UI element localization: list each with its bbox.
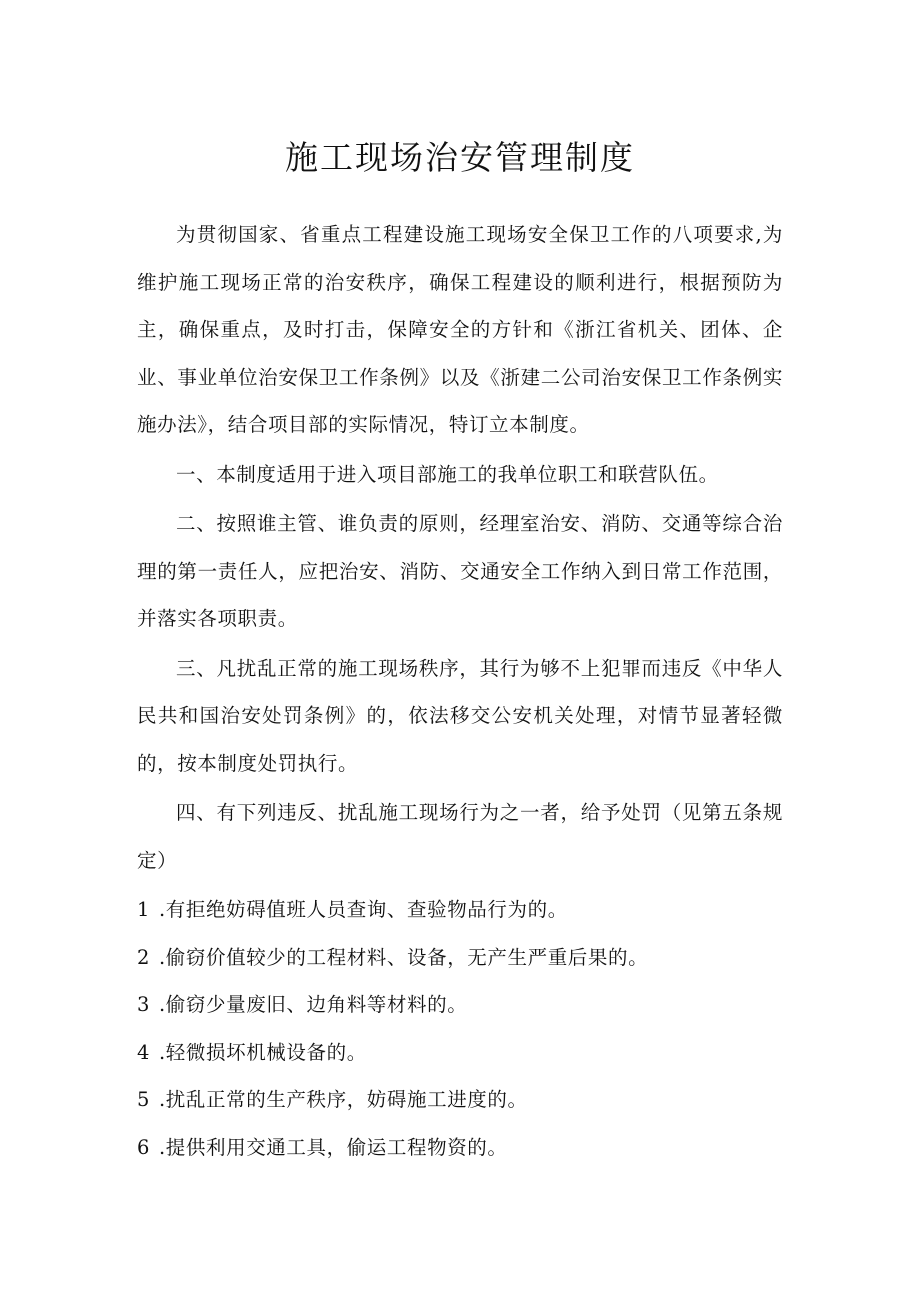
list-item-number: 1 xyxy=(137,898,151,921)
list-item-number: 5 xyxy=(137,1088,151,1111)
list-item-number: 3 xyxy=(137,993,151,1016)
list-item-text: .扰乱正常的生产秩序，妨碍施工进度的。 xyxy=(159,1088,528,1111)
article-4: 四、有下列违反、扰乱施工现场行为之一者，给予处罚（见第五条规定） xyxy=(137,801,783,872)
article-2: 二、按照谁主管、谁负责的原则，经理室治安、消防、交通等综合治理的第一责任人，应把治安、消防、交通安全工作纳入到日常工作范围，并落实各项职责。 xyxy=(137,512,783,630)
intro-paragraph: 为贯彻国家、省重点工程建设施工现场安全保卫工作的八项要求,为维护施工现场正常的治安秩序，确保工程建设的顺利进行，根据预防为主，确保重点，及时打击，保障安全的方针和《浙江省机关、团体、企业、事业单位治安保卫工作条例》以及《浙建二公司治安保卫工作条例实施办法》，结合项目部的实际情况，特订立本制度。 xyxy=(137,223,783,436)
list-item xyxy=(137,981,783,1029)
article-1: 一、本制度适用于进入项目部施工的我单位职工和联营队伍。 xyxy=(176,462,719,486)
document-title: 施工现场治安管理制度 xyxy=(285,138,635,177)
list-item-text: .轻微损坏机械设备的。 xyxy=(159,1040,367,1064)
list-item-text: .偷窃价值较少的工程材料、设备，无产生严重后果的。 xyxy=(159,945,649,969)
list-item-number: 4 xyxy=(137,1040,151,1064)
list-item-text: .有拒绝妨碍值班人员查询、查验物品行为的。 xyxy=(159,898,568,921)
list-item xyxy=(137,1029,783,1077)
list-item-text: .提供利用交通工具，偷运工程物资的。 xyxy=(159,1135,508,1159)
list-item-number: 2 xyxy=(137,945,151,969)
list-item-text: .偷窃少量废旧、边角料等材料的。 xyxy=(159,993,468,1016)
document-body xyxy=(137,211,783,1171)
list-item xyxy=(137,1124,783,1172)
list-item xyxy=(137,934,783,982)
list-item-number: 6 xyxy=(137,1135,151,1159)
article-3: 三、凡扰乱正常的施工现场秩序，其行为够不上犯罪而违反《中华人民共和国治安处罚条例》的，依法移交公安机关处理，对情节显著轻微的，按本制度处罚执行。 xyxy=(137,656,783,775)
list-item xyxy=(137,1076,783,1124)
list-item xyxy=(137,886,783,934)
